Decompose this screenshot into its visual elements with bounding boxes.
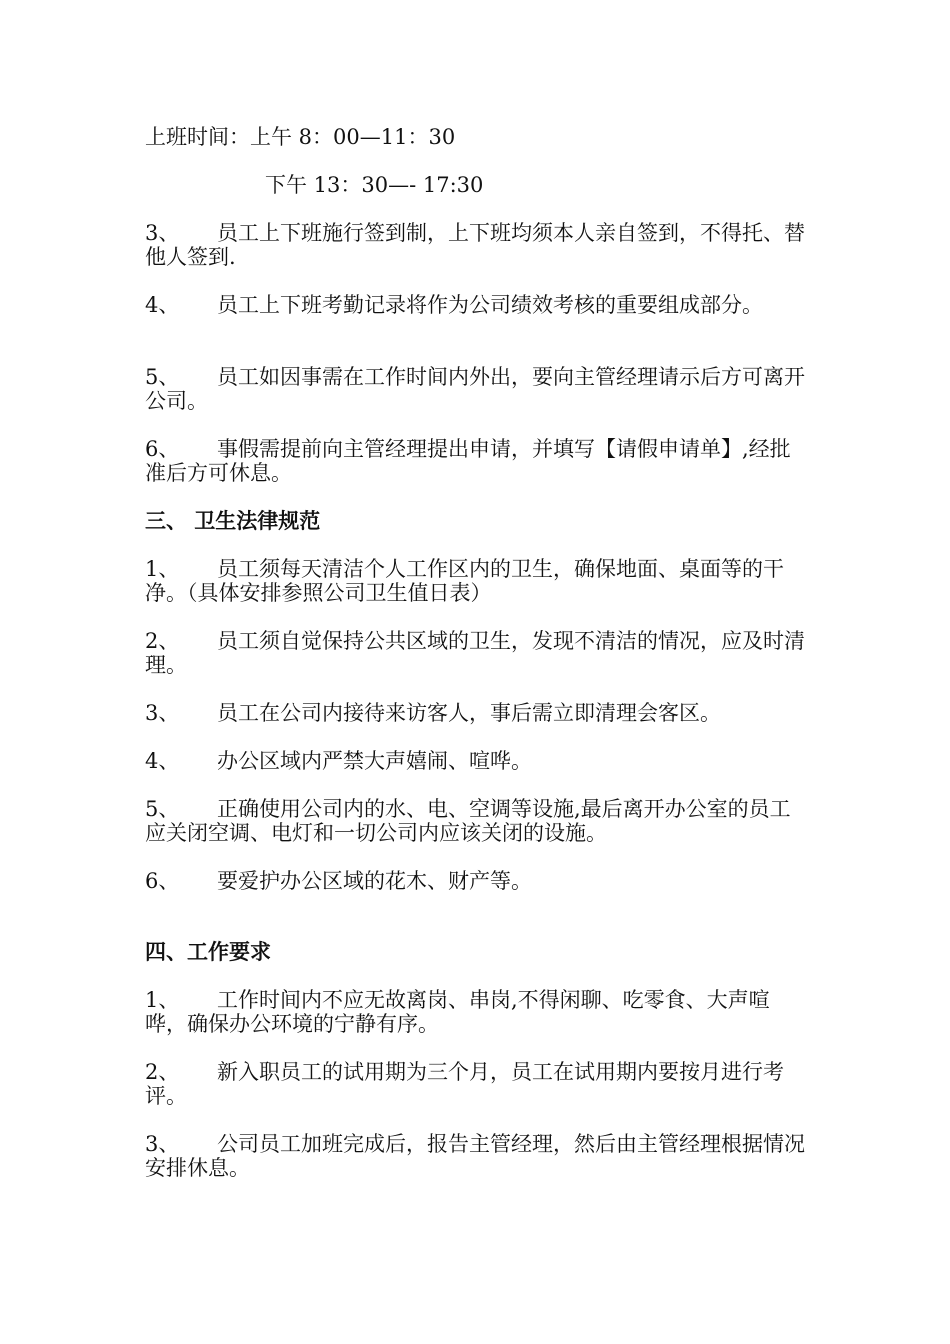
section-heading-work-requirements: 四、工作要求 xyxy=(145,939,271,964)
item-text: 公司员工加班完成后，报告主管经理，然后由主管经理根据情况安排休息。 xyxy=(145,1132,805,1180)
item-number: 6、 xyxy=(145,437,180,461)
list-item xyxy=(145,988,805,1036)
list-item xyxy=(145,701,805,725)
item-number: 5、 xyxy=(145,365,180,389)
item-number: 2、 xyxy=(145,1060,180,1084)
item-text: 正确使用公司内的水、电、空调等设施,最后离开办公室的员工应关闭空调、电灯和一切公司内应该关闭的设施。 xyxy=(145,797,791,845)
item-number: 3、 xyxy=(145,1132,180,1156)
item-text: 新入职员工的试用期为三个月，员工在试用期内要按月进行考评。 xyxy=(145,1060,784,1108)
item-text: 要爱护办公区域的花木、财产等。 xyxy=(217,869,532,893)
item-text: 员工须每天清洁个人工作区内的卫生，确保地面、桌面等的干净。（具体安排参照公司卫生值日表） xyxy=(145,557,784,605)
item-number: 6、 xyxy=(145,869,180,893)
list-item xyxy=(145,629,805,677)
list-item xyxy=(145,221,805,269)
list-item xyxy=(145,1060,805,1108)
item-text: 事假需提前向主管经理提出申请，并填写【请假申请单】,经批准后方可休息。 xyxy=(145,437,791,485)
list-item xyxy=(145,797,805,845)
item-number: 5、 xyxy=(145,797,180,821)
list-item xyxy=(145,293,805,317)
list-item xyxy=(145,869,805,893)
list-item xyxy=(145,1132,805,1180)
item-text: 员工如因事需在工作时间内外出，要向主管经理请示后方可离开公司。 xyxy=(145,365,805,413)
list-item xyxy=(145,557,805,605)
work-hours-morning: 上班时间：上午 8：00—11：30 xyxy=(145,125,456,149)
list-item xyxy=(145,749,805,773)
item-number: 4、 xyxy=(145,749,180,773)
item-text: 员工上下班考勤记录将作为公司绩效考核的重要组成部分。 xyxy=(217,293,763,317)
item-number: 3、 xyxy=(145,221,180,245)
item-number: 2、 xyxy=(145,629,180,653)
item-number: 1、 xyxy=(145,988,180,1012)
item-number: 3、 xyxy=(145,701,180,725)
item-number: 1、 xyxy=(145,557,180,581)
list-item xyxy=(145,365,805,413)
list-item xyxy=(145,437,805,485)
work-hours-afternoon: 下午 13：30—- 17:30 xyxy=(265,173,484,197)
section-heading-hygiene: 三、 卫生法律规范 xyxy=(145,508,321,533)
item-text: 工作时间内不应无故离岗、串岗,不得闲聊、吃零食、大声喧哗，确保办公环境的宁静有序。 xyxy=(145,988,770,1036)
item-text: 办公区域内严禁大声嬉闹、喧哗。 xyxy=(217,749,532,773)
item-text: 员工在公司内接待来访客人，事后需立即清理会客区。 xyxy=(217,701,721,725)
item-number: 4、 xyxy=(145,293,180,317)
item-text: 员工须自觉保持公共区域的卫生，发现不清洁的情况，应及时清理。 xyxy=(145,629,805,677)
item-text: 员工上下班施行签到制，上下班均须本人亲自签到，不得托、替他人签到. xyxy=(145,221,805,269)
